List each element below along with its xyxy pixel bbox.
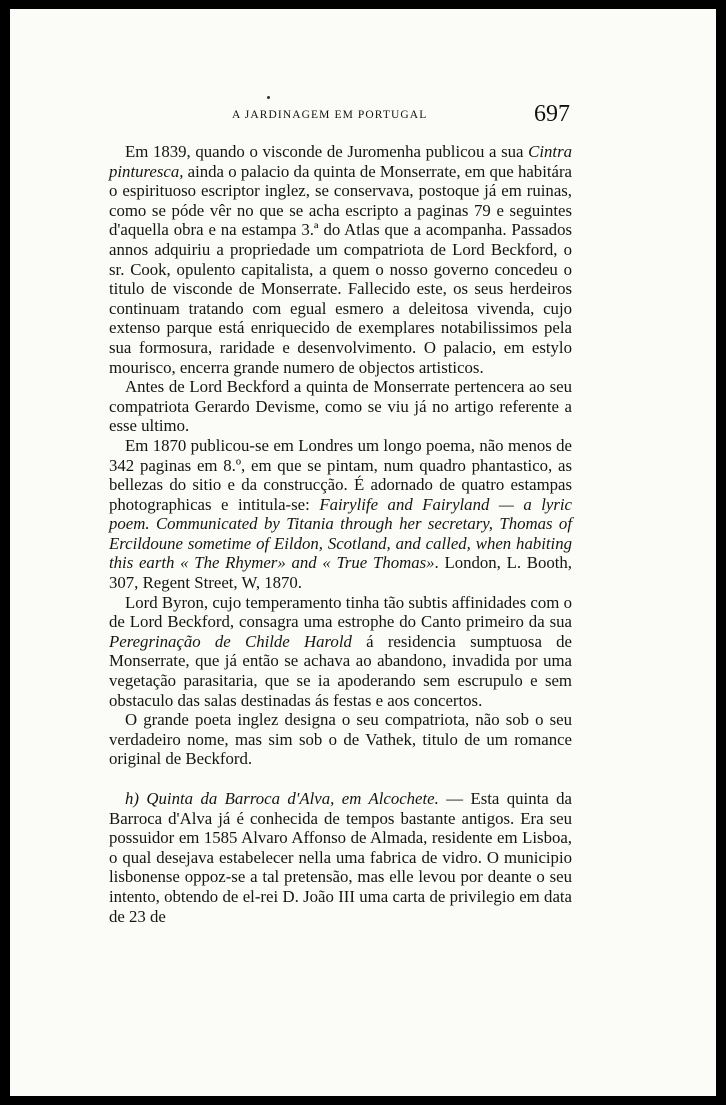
text-run: O grande poeta inglez designa o seu compatriota, não sob o seu verdadeiro nome, mas sim sob o de Vathek, titulo de um romance original de Beckford. xyxy=(109,710,572,769)
paragraph-p4 xyxy=(109,593,572,711)
book-page xyxy=(10,9,716,1096)
running-title: A JARDINAGEM EM PORTUGAL xyxy=(232,109,428,121)
paragraph-p2 xyxy=(109,377,572,436)
text-run: . London, L. Booth, 307, Regent Street, W, 1870. xyxy=(109,553,572,593)
section-gap xyxy=(109,769,572,789)
text-run: á residencia sumptuosa de Monserrate, que já então se achava ao abandono, invadida por uma vegetação parasitaria, que se ia apoderando sem escrupulo e sem obstaculo das salas destinadas ás festas e aos concertos. xyxy=(109,631,572,710)
paragraph-p1 xyxy=(109,142,572,377)
text-run: Lord Byron, cujo temperamento tinha tão subtis affinidades com o de Lord Beckford, consagra uma estrophe do Canto primeiro da sua xyxy=(109,592,572,632)
paragraph-p6 xyxy=(109,789,572,926)
text-run: Em 1870 publicou-se em Londres um longo poema, não menos de 342 paginas em 8.º, em que se pintam, num quadro phantastico, as bellezas do sitio e da construcção. É adornado de quatro estampas photographicas e intitula-se: xyxy=(109,435,572,514)
text-run: Em 1839, quando o visconde de Juromenha publicou a sua xyxy=(125,142,529,161)
body-text xyxy=(109,142,572,926)
paragraph-p3 xyxy=(109,436,572,593)
italic-text: Fairylife and Fairyland — a lyric poem. Communicated by Titania through her secretary, Thomas of Ercildoune sometime of Eildon, Scotland, and called, when habiting this earth « The Rhymer» and « True Thomas» xyxy=(109,494,572,573)
text-run: — Esta quinta da Barroca d'Alva já é conhecida de tempos bastante antigos. Era seu possuidor em 1585 Alvaro Affonso de Almada, residente em Lisboa, o qual desejava estabelecer nella uma fabrica de vidro. O municipio lisbonense oppoz-se a tal pretensão, mas elle levou por deante o seu intento, obtendo de el-rei D. João III uma carta de privilegio em data de 23 de xyxy=(109,789,572,926)
italic-text: Peregrinação de Childe Harold xyxy=(109,631,352,651)
paragraph-p5 xyxy=(109,710,572,769)
text-run: ainda o palacio da quinta de Monserrate, em que habitára o espirituoso escriptor inglez, se conservava, postoque já em ruinas, como se póde vêr no que se acha escripto a paginas 79 e seguintes d'aquella obra e na estampa 3.ª do Atlas que a acompanha. Passados annos adquiriu a propriedade um compatriota de Lord Beckford, o sr. Cook, opulento capitalista, a quem o nosso governo concedeu o titulo de visconde de Monserrate. Fallecido este, os seus herdeiros continuam tratando com egual esmero a deleitosa vivenda, cujo extenso parque está enriquecido de exemplares notabilissimos pela sua formosura, raridade e desenvolvimento. O palacio, em estylo mourisco, encerra grande numero de objectos artisticos. xyxy=(109,161,572,377)
italic-text: h) Quinta da Barroca d'Alva, em Alcochete. xyxy=(125,789,439,808)
text-run: Antes de Lord Beckford a quinta de Monserrate pertencera ao seu compatriota Gerardo Devisme, como se viu já no artigo referente a esse ultimo. xyxy=(109,377,572,436)
italic-text: Cintra pinturesca, xyxy=(109,142,572,181)
page-header xyxy=(10,101,716,131)
print-speck xyxy=(267,96,270,99)
page-number: 697 xyxy=(534,101,570,127)
